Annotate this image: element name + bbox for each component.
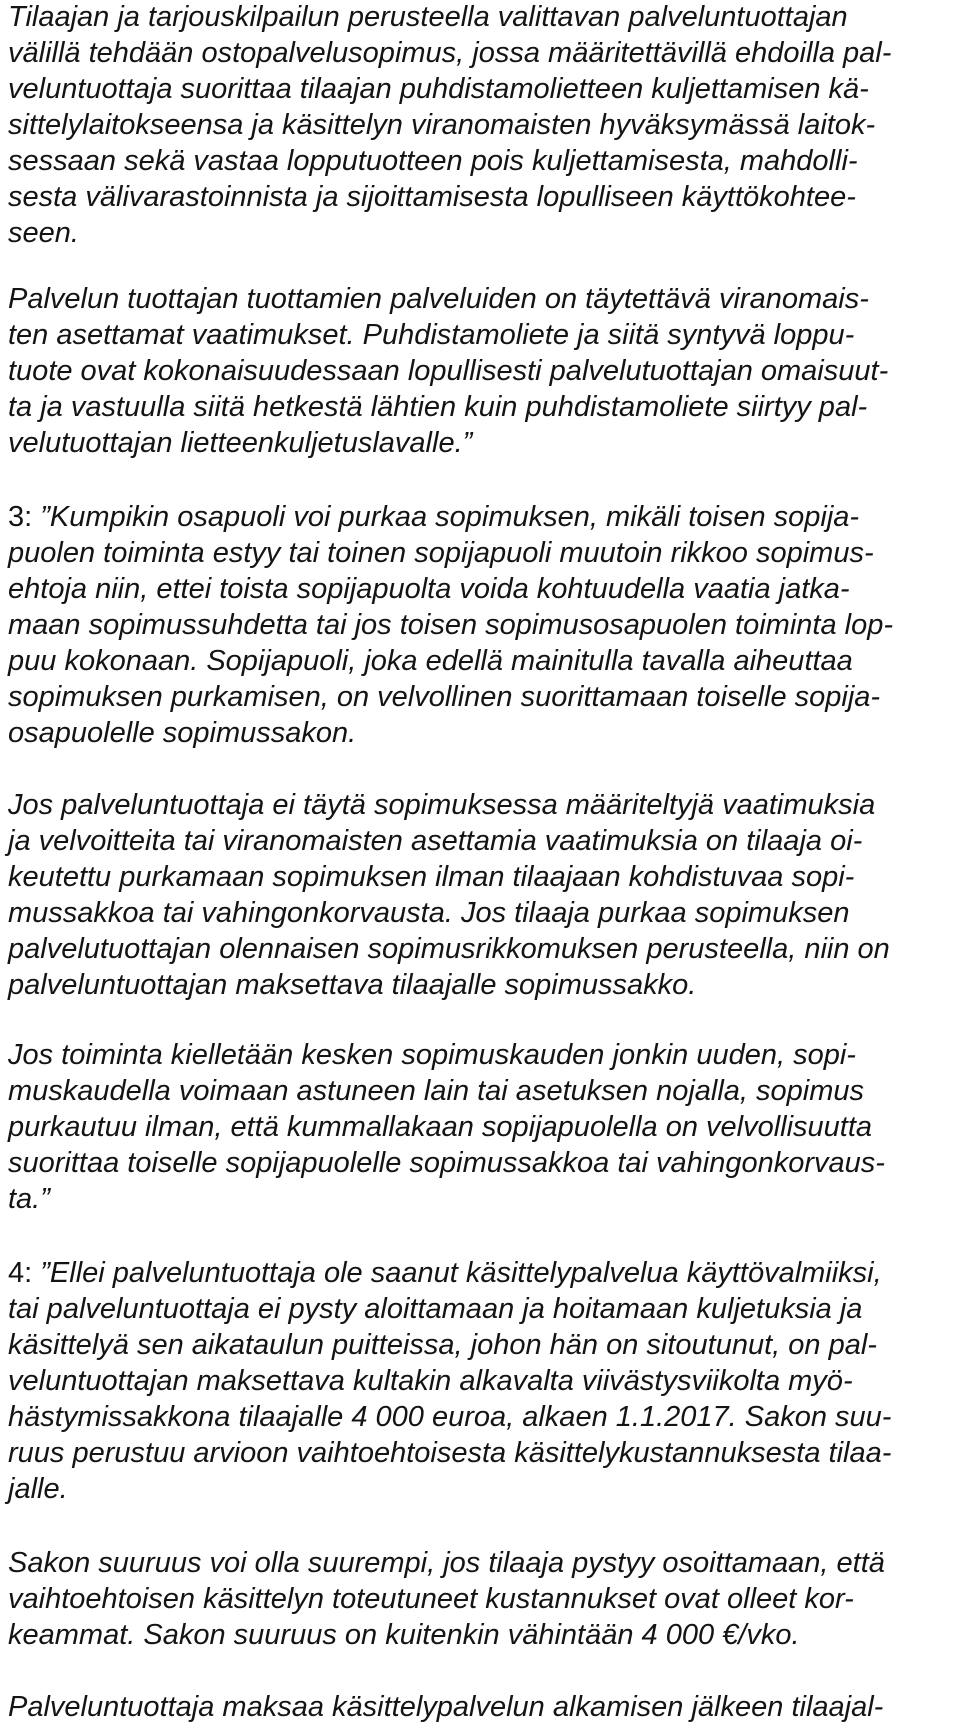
text-line: sessaan sekä vastaa lopputuotteen pois kuljettamisesta, mahdolli- bbox=[8, 145, 858, 177]
text-line: sittelylaitokseensa ja käsittelyn viranomaisten hyväksymässä laitok- bbox=[8, 109, 876, 141]
text-line: puolen toiminta estyy tai toinen sopijapuoli muutoin rikkoo sopimus- bbox=[8, 537, 874, 569]
text-line: Palvelun tuottajan tuottamien palveluiden on täytettävä viranomais- bbox=[8, 283, 869, 315]
text-line: ja velvoitteita tai viranomaisten asettamia vaatimuksia on tilaaja oi- bbox=[8, 825, 863, 857]
text-line: sesta välivarastoinnista ja sijoittamisesta lopulliseen käyttökohtee- bbox=[8, 181, 856, 213]
text-line: keutettu purkamaan sopimuksen ilman tilaajaan kohdistuvaa sopi- bbox=[8, 861, 855, 893]
text-line: tai palveluntuottaja ei pysty aloittamaan ja hoitamaan kuljetuksia ja bbox=[8, 1293, 863, 1325]
text-line: keammat. Sakon suuruus on kuitenkin vähintään 4 000 €/vko. bbox=[8, 1619, 800, 1651]
text-line: mussakkoa tai vahingonkorvausta. Jos tilaaja purkaa sopimuksen bbox=[8, 897, 850, 929]
text-line: jalle. bbox=[8, 1473, 68, 1505]
text-line: puu kokonaan. Sopijapuoli, joka edellä mainitulla tavalla aiheuttaa bbox=[8, 645, 853, 677]
text-line: maan sopimussuhdetta tai jos toisen sopimusosapuolen toiminta lop- bbox=[8, 609, 893, 641]
text-line: Jos toiminta kielletään kesken sopimuskauden jonkin uuden, sopi- bbox=[8, 1039, 856, 1071]
text-line: palveluntuottajan maksettava tilaajalle sopimussakko. bbox=[8, 969, 697, 1001]
text-line: Sakon suuruus voi olla suurempi, jos tilaaja pystyy osoittamaan, että bbox=[8, 1547, 885, 1579]
text-line: ta.” bbox=[8, 1183, 50, 1215]
text-line: Palveluntuottaja maksaa käsittelypalvelun alkamisen jälkeen tilaajal- bbox=[8, 1691, 884, 1723]
text-line: tuote ovat kokonaisuudessaan lopullisesti palvelutuottajan omaisuut- bbox=[8, 355, 889, 387]
text-line: osapuolelle sopimussakon. bbox=[8, 717, 357, 749]
text-line: 3: ”Kumpikin osapuoli voi purkaa sopimuksen, mikäli toisen sopija- bbox=[8, 501, 860, 533]
text-line: veluntuottajan maksettava kultakin alkavalta viivästysviikolta myö- bbox=[8, 1365, 853, 1397]
text-line: sopimuksen purkamisen, on velvollinen suorittamaan toiselle sopija- bbox=[8, 681, 881, 713]
text-line: suorittaa toiselle sopijapuolelle sopimussakkoa tai vahingonkorvaus- bbox=[8, 1147, 885, 1179]
section-number: 3: bbox=[8, 501, 33, 533]
text-line: ten asettamat vaatimukset. Puhdistamoliete ja siitä syntyvä loppu- bbox=[8, 319, 855, 351]
text-line: ta ja vastuulla siitä hetkestä lähtien kuin puhdistamoliete siirtyy pal- bbox=[8, 391, 868, 423]
text-line: Jos palveluntuottaja ei täytä sopimuksessa määriteltyjä vaatimuksia bbox=[8, 789, 876, 821]
text-line: hästymissakkona tilaajalle 4 000 euroa, alkaen 1.1.2017. Sakon suu- bbox=[8, 1401, 892, 1433]
section-number: 4: bbox=[8, 1257, 33, 1289]
text-line: veluntuottaja suorittaa tilaajan puhdistamolietteen kuljettamisen kä- bbox=[8, 73, 869, 105]
text-line: 4: ”Ellei palveluntuottaja ole saanut käsittelypalvelua käyttövalmiiksi, bbox=[8, 1257, 882, 1289]
text-line: Tilaajan ja tarjouskilpailun perusteella valittavan palveluntuottajan bbox=[8, 1, 848, 33]
text-line: palvelutuottajan olennaisen sopimusrikkomuksen perusteella, niin on bbox=[8, 933, 890, 965]
text-line: ruus perustuu arvioon vaihtoehtoisesta käsittelykustannuksesta tilaa- bbox=[8, 1437, 892, 1469]
text-line: ehtoja niin, ettei toista sopijapuolta voida kohtuudella vaatia jatka- bbox=[8, 573, 850, 605]
text-line: välillä tehdään ostopalvelusopimus, jossa määritettävillä ehdoilla pal- bbox=[8, 37, 892, 69]
text-line: käsittelyä sen aikataulun puitteissa, johon hän on sitoutunut, on pal- bbox=[8, 1329, 877, 1361]
text-line: muskaudella voimaan astuneen lain tai asetuksen nojalla, sopimus bbox=[8, 1075, 865, 1107]
text-line: velutuottajan lietteenkuljetuslavalle.” bbox=[8, 427, 473, 459]
text-line: seen. bbox=[8, 217, 79, 249]
text-line: vaihtoehtoisen käsittelyn toteutuneet kustannukset ovat olleet kor- bbox=[8, 1583, 854, 1615]
text-line: purkautuu ilman, että kummallakaan sopijapuolella on velvollisuutta bbox=[8, 1111, 873, 1143]
